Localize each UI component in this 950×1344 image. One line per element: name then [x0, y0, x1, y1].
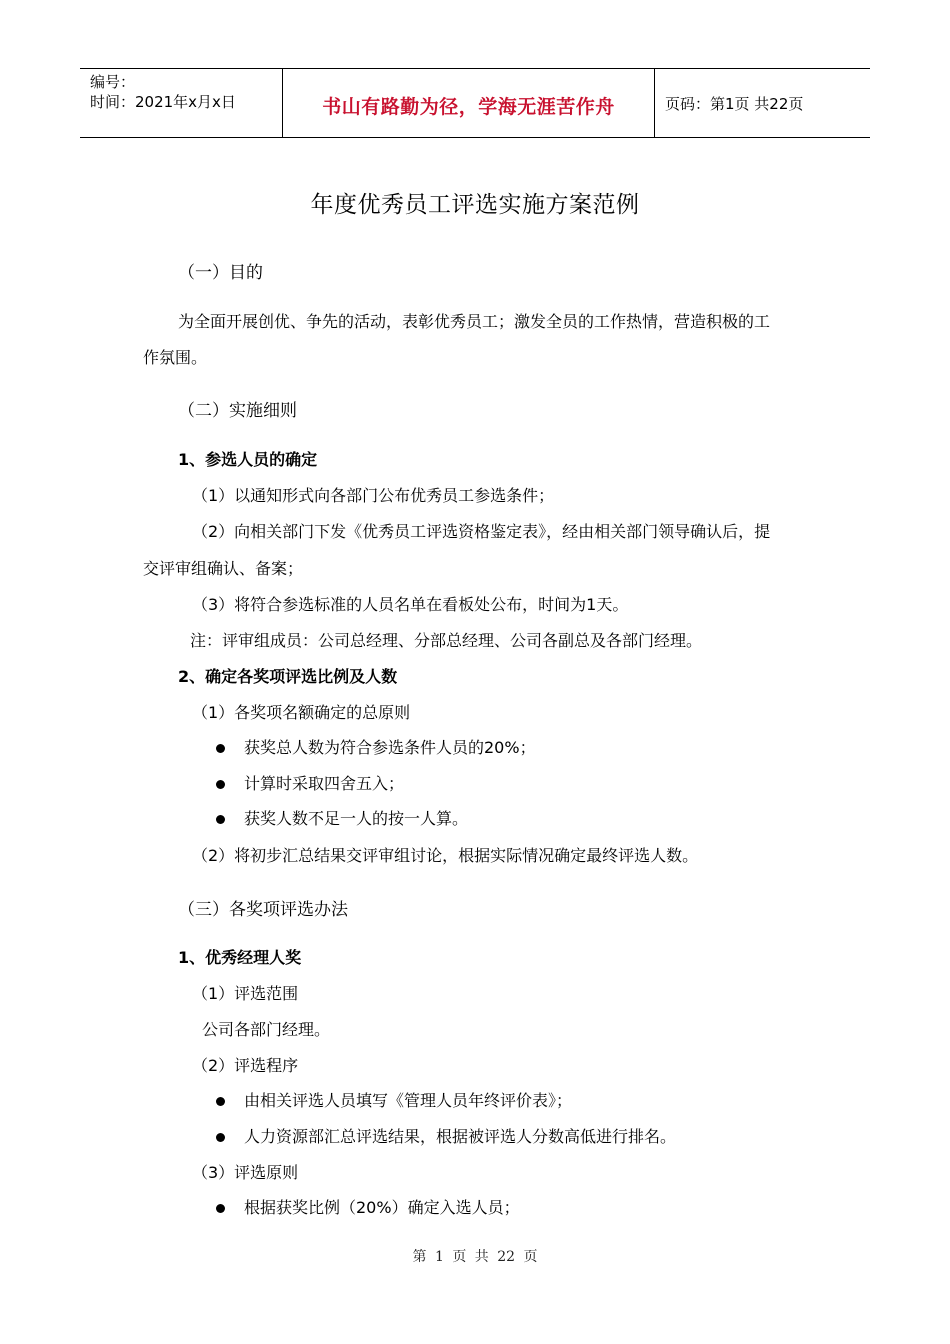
footer-total-pages: 22: [497, 1249, 516, 1265]
document-time-label: 时间：2021年x月x日: [90, 93, 236, 111]
bullet-icon: [216, 1097, 225, 1106]
list-item: （2）将初步汇总结果交评审组讨论，根据实际情况确定最终评选人数。: [192, 846, 699, 865]
paragraph-line: 为全面开展创优、争先的活动，表彰优秀员工；激发全员的工作热情，营造积极的工: [178, 312, 771, 331]
section-heading-methods: （三）各奖项评选办法: [178, 900, 348, 920]
header-page-info: 页码：第1页 共22页: [665, 95, 804, 113]
header-page-cell: [655, 69, 870, 137]
list-item: （1）各奖项名额确定的总原则: [192, 703, 411, 722]
page-title: 年度优秀员工评选实施方案范例: [310, 192, 640, 218]
header-motto: 书山有路勤为径，学海无涯苦作舟: [322, 96, 615, 118]
paragraph-line: 作氛围。: [143, 348, 208, 367]
bullet-item: 获奖总人数为符合参选条件人员的20%；: [244, 738, 536, 757]
document-number-label: 编号：: [90, 73, 136, 91]
section-heading-purpose: （一）目的: [178, 263, 263, 283]
footer-word: 共: [474, 1249, 489, 1265]
footer-word: 第: [412, 1249, 427, 1265]
list-item: （1）以通知形式向各部门公布优秀员工参选条件；: [192, 486, 555, 505]
subsection-heading: 1、优秀经理人奖: [178, 948, 302, 967]
header-meta-cell: [80, 69, 283, 137]
list-item: （2）向相关部门下发《优秀员工评选资格鉴定表》，经由相关部门领导确认后，提: [192, 522, 771, 541]
bullet-icon: [216, 780, 225, 789]
paragraph-line: 公司各部门经理。: [202, 1020, 331, 1039]
section-heading-implementation: （二）实施细则: [178, 401, 297, 421]
subsection-heading: 1、参选人员的确定: [178, 450, 318, 469]
list-item: （3）将符合参选标准的人员名单在看板处公布，时间为1天。: [192, 595, 629, 614]
page-footer: [0, 1246, 950, 1266]
footer-word: 页: [523, 1249, 538, 1265]
subsection-heading: 2、确定各奖项评选比例及人数: [178, 667, 398, 686]
bullet-item: 获奖人数不足一人的按一人算。: [244, 809, 469, 828]
bullet-item: 由相关评选人员填写《管理人员年终评价表》；: [244, 1091, 573, 1110]
header-table: [80, 68, 870, 138]
list-item-continuation: 交评审组确认、备案；: [143, 559, 304, 578]
bullet-item: 根据获奖比例（20%）确定入选人员；: [244, 1198, 520, 1217]
bullet-icon: [216, 815, 225, 824]
bullet-icon: [216, 1133, 225, 1142]
note-text: 注：评审组成员：公司总经理、分部总经理、公司各副总及各部门经理。: [190, 631, 703, 650]
footer-current-page: 1: [434, 1249, 444, 1265]
list-item: （1）评选范围: [192, 984, 299, 1003]
header-motto-cell: [283, 69, 655, 137]
bullet-icon: [216, 744, 225, 753]
bullet-item: 计算时采取四舍五入；: [244, 774, 405, 793]
bullet-item: 人力资源部汇总评选结果，根据被评选人分数高低进行排名。: [244, 1127, 677, 1146]
list-item: （2）评选程序: [192, 1056, 299, 1075]
list-item: （3）评选原则: [192, 1163, 299, 1182]
footer-word: 页: [452, 1249, 467, 1265]
bullet-icon: [216, 1204, 225, 1213]
